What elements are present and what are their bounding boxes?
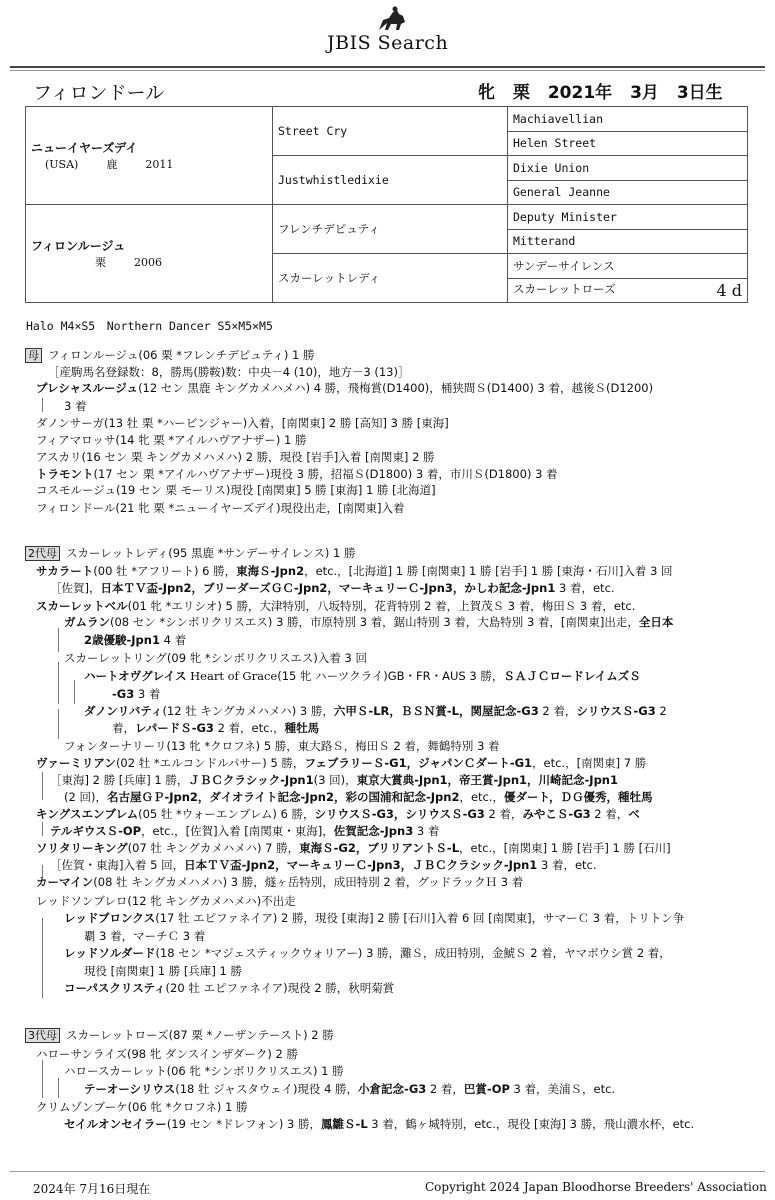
- record-line: スカーレットリング(09 牝 *シンボリクリスエス)入着 3 回: [64, 651, 367, 665]
- record-line: ［東海] 2 勝 [兵庫] 1 勝，ＪＢＣクラシック-Jpn1(3 回)，東京大賞典-Jpn1，帝王賞-Jpn1，川崎記念-Jpn1: [50, 773, 618, 787]
- record-line: クリムゾンブーケ(06 牝 *クロフネ) 1 勝: [36, 1100, 248, 1114]
- sire-name: ニューイヤーズデイ: [31, 141, 138, 155]
- record-line: 2代母 スカーレットレディ(95 黒鹿 *サンデーサイレンス) 1 勝: [25, 545, 356, 561]
- header-rule: [10, 66, 765, 71]
- record-line: トラモント(17 セン 栗 *アイルハヴアナザー)現役 3 勝，招福Ｓ(D1800) 3 着，市川Ｓ(D1800) 3 着: [36, 467, 558, 481]
- record-line: ハローサンライズ(98 牝 ダンスインザダーク) 2 勝: [36, 1047, 298, 1061]
- gen3-1[interactable]: Machiavellian: [508, 107, 748, 132]
- record-line: テルギウスＳ-OP，etc.，[佐賀]入着 [南関東・東海]，佐賀記念-Jpn3 3 着: [50, 824, 440, 838]
- record-line: -G3 3 着: [112, 687, 161, 701]
- record-line: ［佐賀・東海]入着 5 回，日本ＴＶ盃-Jpn2，マーキュリーＣ-Jpn3，ＪＢＣクラシック-Jpn1 3 着，etc.: [50, 858, 597, 872]
- record-line: 3代母 スカーレットローズ(87 栗 *ノーザンテースト) 2 勝: [25, 1027, 334, 1043]
- dam-color: 栗: [95, 256, 106, 269]
- gen3-2[interactable]: Helen Street: [508, 131, 748, 156]
- record-line: アスカリ(16 セン 栗 キングカメハメハ) 2 勝，現役 [岩手]入着 [南関東] 2 勝: [36, 450, 435, 464]
- gen3-4[interactable]: General Jeanne: [508, 180, 748, 205]
- record-line: キングスエンブレム(05 牡 *ウォーエンブレム) 6 勝，シリウスＳ-G3，シリウスＳ-G3 2 着，みやこＳ-G3 2 着，ベ: [36, 807, 640, 821]
- sire-sire[interactable]: Street Cry: [273, 107, 508, 156]
- record-line: 着，レパードＳ-G3 2 着，etc.，種牡馬: [112, 721, 320, 735]
- gen3-5[interactable]: Deputy Minister: [508, 205, 748, 230]
- branch-bar: [42, 918, 43, 998]
- record-line: コーパスクリスティ(20 牡 エピファネイア)現役 2 勝，秋明菊賞: [64, 981, 395, 995]
- branch-bar: [58, 662, 59, 704]
- record-line: レッドブロンクス(17 牡 エピファネイア) 2 勝，現役 [東海] 2 勝 [石川]入着 6 回 [南関東]，サマーＣ 3 着，トリトン争: [64, 911, 685, 925]
- record-line: セイルオンセイラー(19 セン *ドレフォン) 3 勝，鳳雛Ｓ-L 3 着，鶴ヶ城特別，etc.，現役 [東海] 3 勝，飛山濃水杯，etc.: [64, 1117, 695, 1131]
- record-line: ソリタリーキング(07 牡 キングカメハメハ) 7 勝，東海Ｓ-G2，ブリリアントＳ-L，etc.，[南関東] 1 勝 [岩手] 1 勝 [石川]: [36, 841, 671, 855]
- record-line: カーマイン(08 牡 キングカメハメハ) 3 勝，燧ヶ岳特別，成田特別 2 着，グッドラックＨ 3 着: [36, 875, 524, 889]
- family-number: 4 d: [716, 280, 742, 300]
- record-line: フォンターナリーリ(13 牝 *クロフネ) 5 勝，東大路Ｓ，梅田Ｓ 2 着，舞鶴特別 3 着: [64, 739, 500, 753]
- record-line: プレシャスルージュ(12 セン 黒鹿 キングカメハメハ) 4 勝，飛梅賞(D1400)，桶狭間Ｓ(D1400) 3 着，越後Ｓ(D1200): [36, 381, 654, 395]
- branch-bar: [42, 398, 43, 412]
- footer-rule: [10, 1171, 765, 1172]
- branch-bar: [42, 772, 43, 800]
- branch-bar: [58, 1078, 59, 1098]
- sire-year: 2011: [145, 158, 174, 171]
- sire-dam[interactable]: Justwhistledixie: [273, 156, 508, 205]
- record-line: 覇 3 着，マーチＣ 3 着: [84, 929, 206, 943]
- record-line: レッドソルダード(18 セン *マジェスティックウォリアー) 3 勝，灘Ｓ，成田特別，金鯱Ｓ 2 着，ヤマボウシ賞 2 着，: [64, 946, 671, 960]
- dam-dam[interactable]: スカーレットレディ: [273, 254, 508, 303]
- branch-bar: [58, 709, 59, 739]
- dam-year: 2006: [134, 256, 162, 269]
- as-of-date: 2024年 7月16日現在: [33, 1182, 151, 1196]
- record-line: フィロンドール(21 牝 栗 *ニューイヤーズデイ)現役出走，[南関東]入着: [36, 501, 405, 515]
- record-line: 現役 [南関東] 1 勝 [兵庫] 1 勝: [84, 964, 243, 978]
- dam-name: フィロンルージュ: [31, 239, 126, 253]
- pedigree-table: [25, 106, 748, 303]
- horse-name: フィロンドール: [33, 82, 165, 104]
- record-line: 3 着: [64, 399, 87, 413]
- branch-bar: [42, 865, 43, 879]
- dam-sire[interactable]: フレンチデピュティ: [273, 205, 508, 254]
- record-line: ダノンサーガ(13 牡 栗 *ハービンジャー)入着，[南関東] 2 勝 [高知] 3 勝 [東海]: [36, 416, 449, 430]
- record-line: サカラート(00 牡 *アフリート) 6 勝，東海Ｓ-Jpn2，etc.，[北海道] 1 勝 [南関東] 1 勝 [岩手] 1 勝 [東海・石川]入着 3 回: [36, 564, 673, 578]
- record-line: 母 フィロンルージュ(06 栗 *フレンチデピュティ) 1 勝: [25, 347, 314, 363]
- gen3-6[interactable]: Mitterand: [508, 229, 748, 254]
- gen3-8: スカーレットローズ: [513, 281, 616, 296]
- record-line: ハロースカーレット(06 牝 *シンボリクリスエス) 1 勝: [64, 1064, 344, 1078]
- jbis-logo[interactable]: [327, 4, 462, 56]
- gen3-7[interactable]: サンデーサイレンス: [508, 254, 748, 279]
- sire-cell[interactable]: [26, 107, 273, 205]
- record-line: ［佐賀]，日本ＴＶ盃-Jpn2，ブリーダーズＧＣ-Jpn2，マーキュリーＣ-Jpn3，かしわ記念-Jpn1 3 着，etc.: [50, 581, 615, 595]
- record-line: フィアマロッサ(14 牝 栗 *アイルハヴアナザー) 1 勝: [36, 433, 307, 447]
- record-line: レッドソンブレロ(12 牝 キングカメハメハ)不出走: [36, 894, 296, 908]
- branch-bar: [74, 680, 75, 704]
- branch-bar: [58, 628, 59, 652]
- record-line: 2歳優駿-Jpn1 4 着: [84, 633, 187, 647]
- branch-bar: [42, 822, 43, 836]
- record-line: ハートオヴグレイス Heart of Grace(15 牝 ハーツクライ)GB・FR・AUS 3 勝，ＳＡＪＣロードレイムズＳ: [84, 669, 641, 683]
- record-line: スカーレットベル(01 牝 *エリシオ) 5 勝，大津特別，八坂特別，花背特別 2 着，上賀茂Ｓ 3 着，梅田Ｓ 3 着，etc.: [36, 599, 636, 613]
- copyright: Copyright 2024 Japan Bloodhorse Breeders' Association: [425, 1180, 767, 1194]
- record-line: (2 回)，名古屋ＧＰ-Jpn2，ダイオライト記念-Jpn2，彩の国浦和記念-Jpn2，etc.，優ダート，ＤＧ優秀，種牡馬: [64, 790, 653, 804]
- sire-color: 鹿: [106, 158, 118, 171]
- record-line: テーオーシリウス(18 牡 ジャスタウェイ)現役 4 勝，小倉記念-G3 2 着，巴賞-OP 3 着，美浦Ｓ，etc.: [84, 1082, 616, 1096]
- gen3-8-cell[interactable]: [508, 278, 748, 303]
- branch-bar: [42, 1060, 43, 1098]
- record-line: ガムラン(08 セン *シンボリクリスエス) 3 勝，市原特別 3 着，鋸山特別 3 着，大島特別 3 着，[南関東]出走，全日本: [64, 615, 674, 629]
- record-line: ［産駒馬名登録数：8，勝馬(勝鞍)数：中央－4 (10)，地方－3 (13)］: [48, 365, 410, 379]
- inbreeding-line: Halo M4×S5 Northern Dancer S5×M5×M5: [26, 319, 273, 333]
- logo-text: JBIS Search: [327, 32, 449, 54]
- gen3-3[interactable]: Dixie Union: [508, 156, 748, 181]
- sire-country: (USA): [45, 158, 79, 171]
- record-line: ダノンリバティ(12 牡 キングカメハメハ) 3 勝，六甲Ｓ-LR，ＢＳＮ賞-L，関屋記念-G3 2 着，シリウスＳ-G3 2: [84, 704, 667, 718]
- dam-cell[interactable]: [26, 205, 273, 303]
- horse-sex-color-dob: 牝 栗 2021年 3月 3日生: [478, 83, 723, 103]
- horse-rider-icon: [375, 6, 409, 32]
- record-line: コスモルージュ(19 セン 栗 モーリス)現役 [南関東] 5 勝 [東海] 1 勝 [北海道]: [36, 483, 436, 497]
- record-line: ヴァーミリアン(02 牡 *エルコンドルパサー) 5 勝，フェブラリーＳ-G1，ジャパンＣダート-G1，etc.，[南関東] 7 勝: [36, 756, 647, 770]
